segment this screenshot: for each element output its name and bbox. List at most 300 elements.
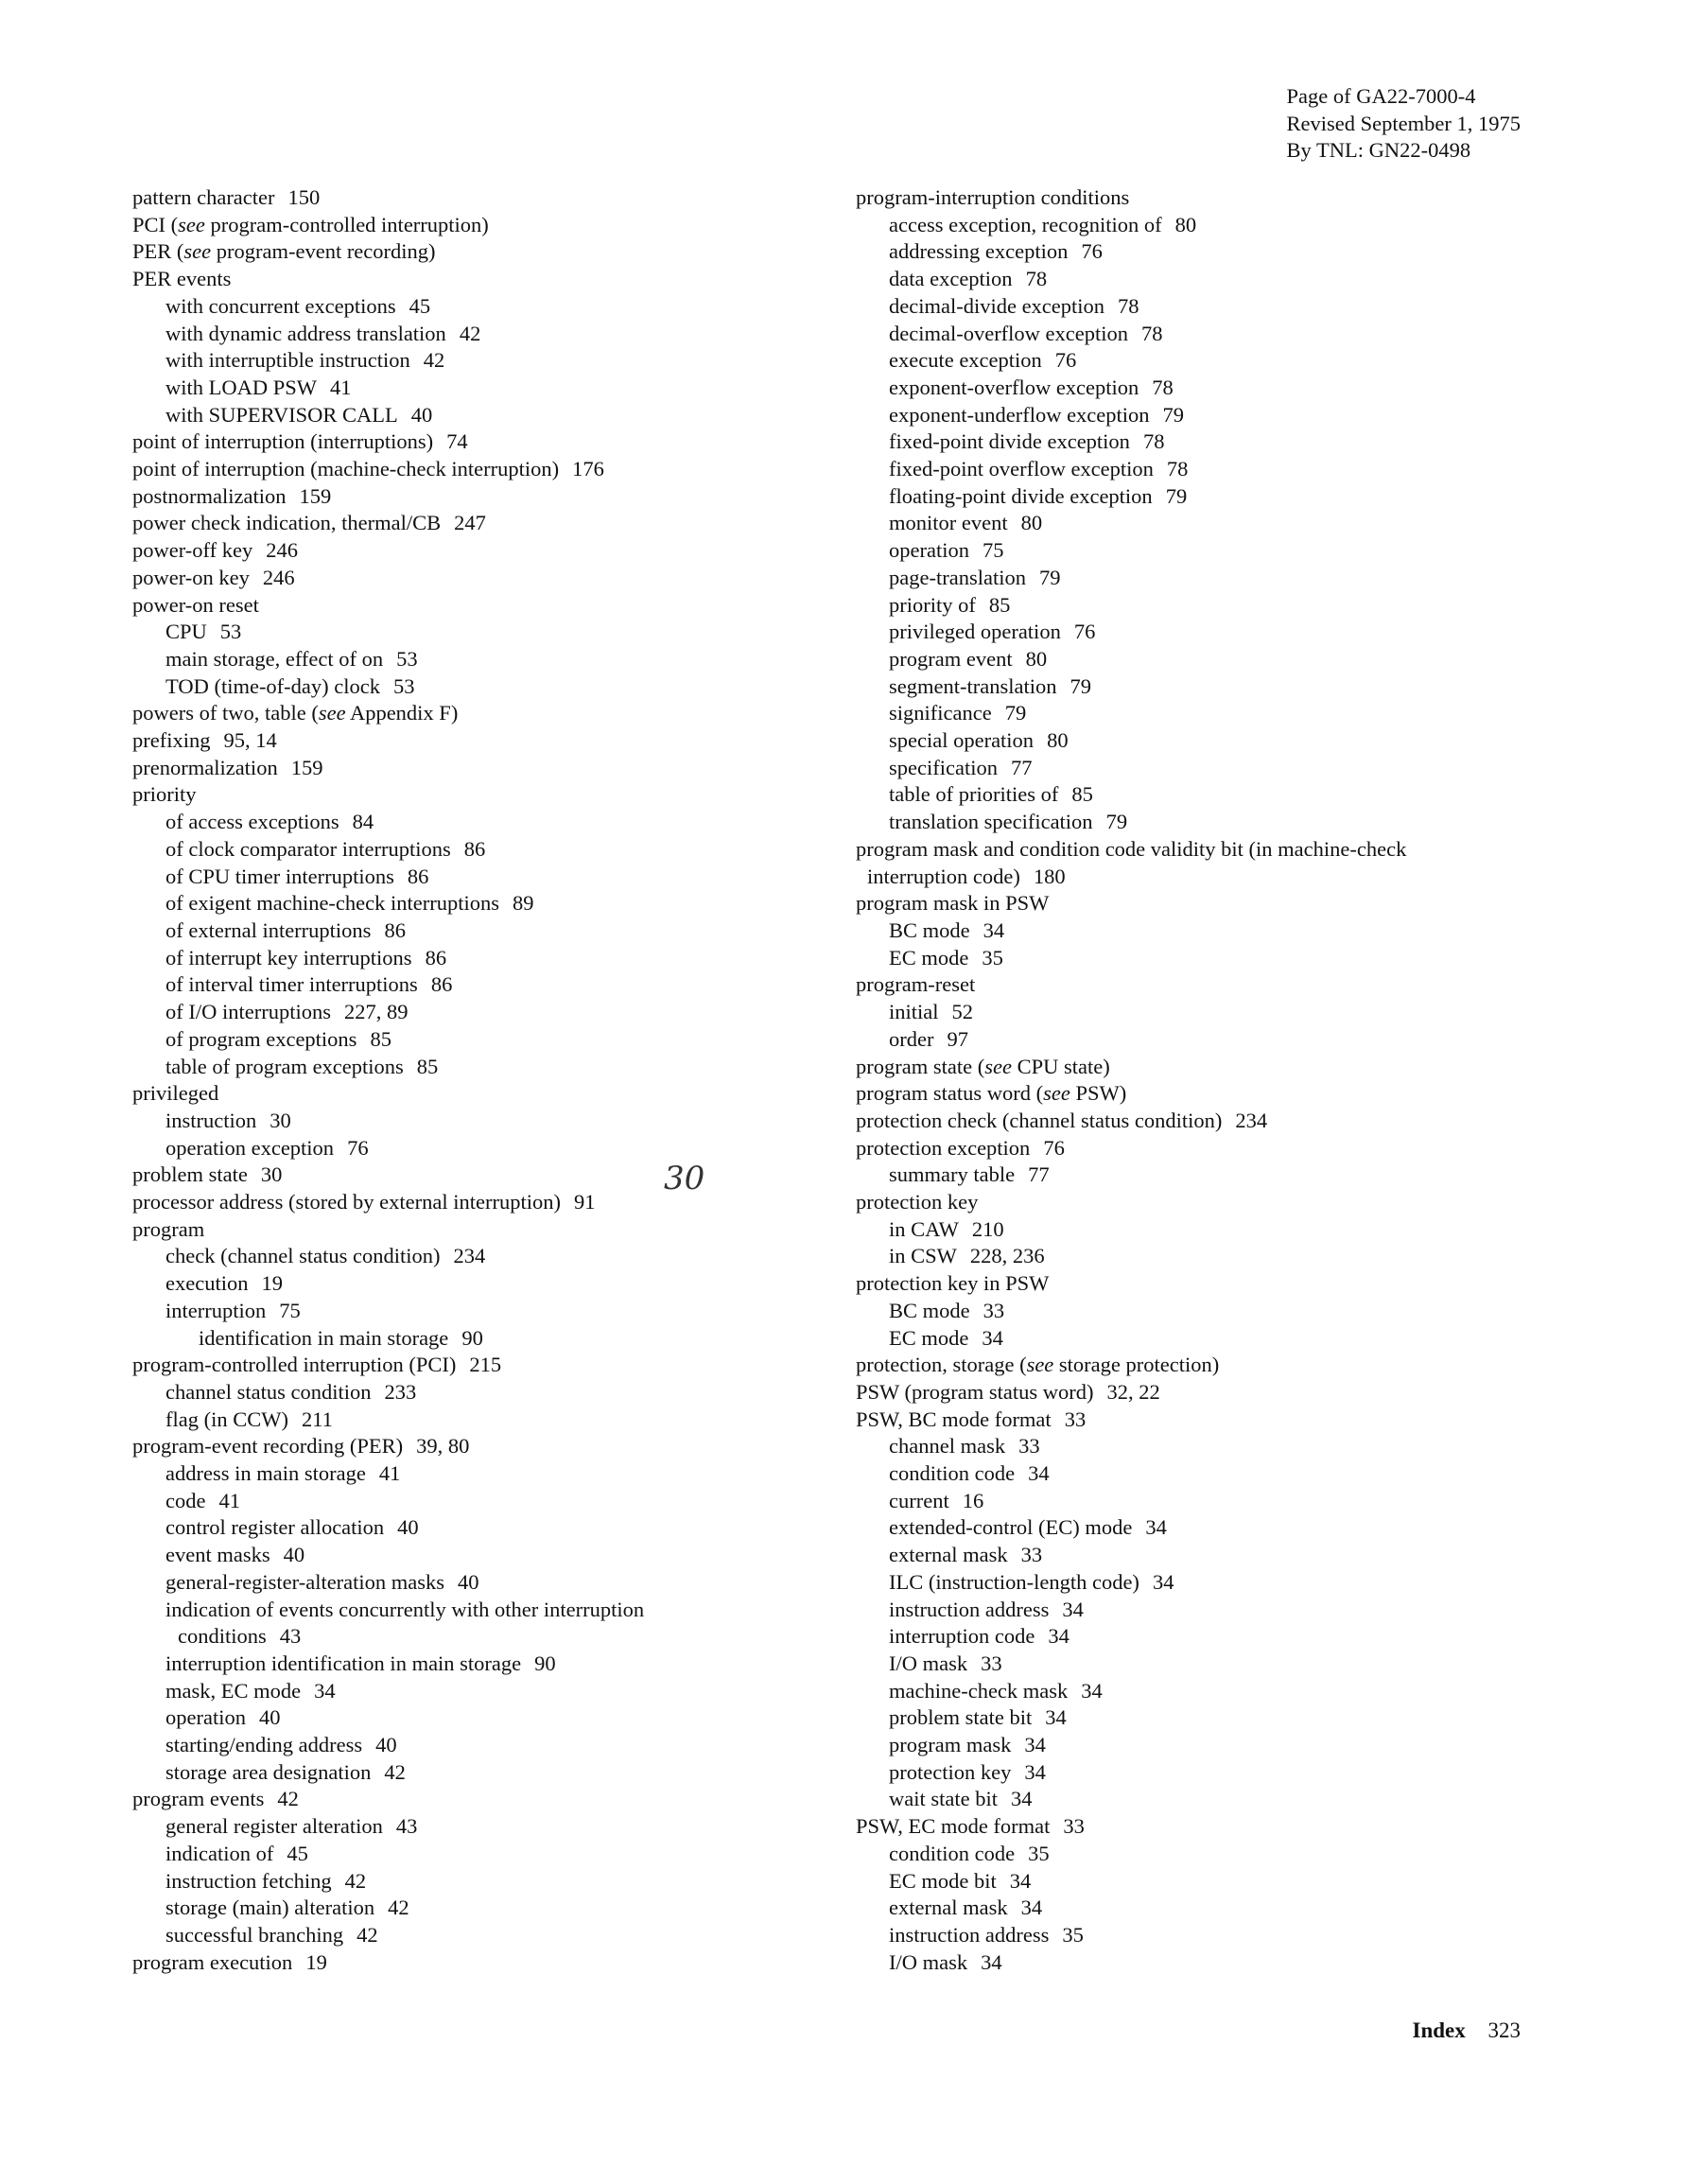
index-term: program-event recording (PER)	[132, 1434, 404, 1459]
index-entry	[856, 1080, 1537, 1108]
page-reference: 79	[1004, 701, 1027, 725]
index-term: control register allocation	[165, 1515, 385, 1540]
index-term: PER events	[132, 267, 232, 291]
index-entry	[132, 1922, 832, 1949]
index-term: interruption identification in main storage	[165, 1651, 522, 1675]
index-entry	[132, 1759, 832, 1787]
handwritten-annotation: 30	[664, 1160, 705, 1197]
index-entry	[132, 1162, 832, 1189]
page-reference: 90	[534, 1651, 556, 1675]
index-entry	[132, 1514, 832, 1542]
index-entry	[132, 375, 832, 402]
index-term: exponent-underflow exception	[889, 402, 1150, 427]
page-reference: 85	[988, 592, 1011, 617]
index-entry	[856, 890, 1537, 917]
page-reference: 34	[1028, 1461, 1050, 1486]
index-term: fixed-point divide exception	[889, 429, 1130, 454]
page-reference: 89	[513, 891, 534, 916]
index-term: powers of two, table (	[132, 701, 319, 725]
index-term: interruption code	[889, 1624, 1035, 1649]
index-entry	[856, 1514, 1537, 1542]
page-reference: 33	[1018, 1434, 1040, 1459]
page-reference: 90	[461, 1325, 483, 1350]
index-term: privileged operation	[889, 620, 1061, 644]
index-entry	[856, 1704, 1537, 1732]
index-term: BC mode	[889, 1298, 970, 1322]
page-reference: 16	[962, 1488, 984, 1512]
index-entry	[856, 1352, 1537, 1379]
page-reference: 42	[459, 321, 481, 345]
index-term: operation	[165, 1705, 246, 1730]
index-entry	[856, 428, 1537, 456]
index-term: segment-translation	[889, 673, 1057, 698]
index-entry	[856, 1054, 1537, 1081]
index-term: protection check (channel status condition)	[856, 1108, 1223, 1132]
index-entry	[856, 1488, 1537, 1515]
index-entry	[132, 1732, 832, 1759]
index-entry	[132, 1704, 832, 1732]
page-reference: 246	[262, 565, 295, 589]
index-entry	[856, 673, 1537, 701]
index-entry	[132, 565, 832, 592]
index-term: of exigent machine-check interruptions	[165, 891, 499, 916]
index-term: decimal-divide exception	[889, 293, 1105, 318]
index-term: mask, EC mode	[165, 1678, 302, 1703]
index-entry	[132, 1433, 832, 1460]
index-term: translation specification	[889, 810, 1093, 834]
index-term: problem state bit	[889, 1705, 1033, 1730]
index-term: protection key in PSW	[856, 1271, 1050, 1296]
index-entry	[132, 700, 832, 727]
page-reference: 78	[1141, 321, 1163, 345]
page-reference: 30	[270, 1108, 291, 1132]
index-entry	[132, 1270, 832, 1298]
index-term: specification	[889, 755, 998, 779]
index-term: check (channel status condition)	[165, 1244, 441, 1268]
index-entry	[132, 1813, 832, 1841]
index-entry	[132, 402, 832, 429]
page-reference: 210	[971, 1216, 1004, 1241]
index-term: of external interruptions	[165, 917, 372, 942]
index-entry	[132, 347, 832, 375]
index-entry	[856, 1597, 1537, 1624]
index-term: interruption code)	[867, 864, 1020, 888]
index-entry	[856, 1433, 1537, 1460]
index-term: external mask	[889, 1543, 1008, 1567]
index-term: table of program exceptions	[165, 1054, 404, 1078]
index-entry	[132, 1080, 832, 1108]
page-reference: 30	[260, 1162, 283, 1187]
index-entry	[856, 212, 1537, 239]
index-term: of program exceptions	[165, 1026, 357, 1051]
page-reference: 77	[1028, 1162, 1050, 1187]
page-reference: 78	[1118, 293, 1139, 318]
page-reference: 85	[416, 1054, 439, 1078]
see-reference: see	[1043, 1081, 1070, 1106]
index-term: in CSW	[889, 1244, 957, 1268]
index-term: I/O mask	[889, 1651, 968, 1675]
page-reference: 233	[384, 1379, 417, 1404]
index-term: event masks	[165, 1543, 270, 1567]
index-term: special operation	[889, 728, 1035, 753]
page-reference: 34	[1145, 1515, 1167, 1540]
index-entry	[856, 1135, 1537, 1162]
page-reference: 42	[357, 1923, 378, 1947]
page-reference: 19	[305, 1949, 327, 1974]
index-term: addressing exception	[889, 239, 1069, 264]
index-term: of I/O interruptions	[165, 1000, 331, 1024]
index-entry	[856, 293, 1537, 321]
index-term: PSW, BC mode format	[856, 1406, 1052, 1431]
index-entry	[856, 1678, 1537, 1705]
index-term: program-interruption conditions	[856, 185, 1130, 209]
index-term: priority of	[889, 592, 976, 617]
page-reference: 35	[1062, 1923, 1084, 1947]
index-term: indication of	[165, 1841, 274, 1865]
index-term: summary table	[889, 1162, 1016, 1187]
see-reference: see	[984, 1054, 1012, 1078]
index-term: with interruptible instruction	[165, 348, 410, 373]
index-term: data exception	[889, 267, 1013, 291]
index-entry	[132, 184, 832, 212]
index-term: general-register-alteration masks	[165, 1569, 445, 1594]
page-reference: 53	[219, 620, 242, 644]
page-reference: 34	[1081, 1678, 1103, 1703]
page-reference: 176	[572, 457, 604, 481]
index-term: code	[165, 1488, 206, 1512]
page-reference: 41	[330, 375, 352, 399]
index-entry	[132, 1216, 832, 1244]
index-entry	[856, 1895, 1537, 1922]
page-reference: 34	[1062, 1597, 1084, 1621]
index-entry	[856, 321, 1537, 348]
index-term: program mask	[889, 1733, 1012, 1757]
index-entry	[132, 1325, 832, 1353]
index-entry	[856, 483, 1537, 511]
index-term: external mask	[889, 1896, 1008, 1920]
page-reference: 80	[1047, 728, 1069, 753]
index-entry	[132, 1352, 832, 1379]
index-term: problem state	[132, 1162, 248, 1187]
index-term: ILC (instruction-length code)	[889, 1569, 1139, 1594]
index-entry	[132, 293, 832, 321]
index-term: exponent-overflow exception	[889, 375, 1139, 399]
index-term: of CPU timer interruptions	[165, 864, 394, 888]
index-term: power check indication, thermal/CB	[132, 511, 442, 535]
see-reference: see	[318, 701, 346, 725]
index-term: power-on key	[132, 565, 250, 589]
index-entry	[132, 1379, 832, 1406]
page-reference: 33	[1020, 1543, 1043, 1567]
footer-section-title: Index	[1412, 2018, 1466, 2042]
index-entry	[856, 1325, 1537, 1353]
index-term: successful branching	[165, 1923, 344, 1947]
index-entry	[132, 1786, 832, 1813]
page-reference: 79	[1038, 565, 1061, 589]
page-reference: 234	[1235, 1108, 1268, 1132]
index-entry	[132, 1135, 832, 1162]
page-reference: 32, 22	[1106, 1379, 1160, 1404]
index-entry	[856, 1569, 1537, 1597]
index-entry	[132, 1026, 832, 1054]
page-reference: 34	[981, 1949, 1002, 1974]
index-column-left	[132, 184, 832, 1976]
page-reference: 227, 89	[343, 1000, 409, 1024]
index-term: PER (	[132, 239, 184, 264]
index-term: point of interruption (machine-check interruption)	[132, 457, 560, 481]
page-reference: 45	[409, 293, 431, 318]
index-term: access exception, recognition of	[889, 212, 1162, 236]
index-term: with SUPERVISOR CALL	[165, 402, 398, 427]
index-term: channel mask	[889, 1434, 1006, 1459]
page-reference: 33	[1063, 1814, 1085, 1839]
index-term: instruction address	[889, 1923, 1050, 1947]
index-term: EC mode bit	[889, 1868, 997, 1893]
index-entry	[856, 1243, 1537, 1270]
index-entry	[132, 1623, 832, 1651]
index-term: fixed-point overflow exception	[889, 457, 1154, 481]
index-entry	[856, 347, 1537, 375]
page-reference: 86	[425, 945, 447, 970]
page-reference: 228, 236	[969, 1244, 1045, 1268]
page-reference: 34	[982, 1325, 1003, 1350]
index-entry	[856, 1786, 1537, 1813]
page-reference: 42	[277, 1787, 299, 1811]
index-entry	[856, 836, 1537, 864]
index-term: of access exceptions	[165, 810, 339, 834]
page-reference: 80	[1025, 646, 1048, 671]
page-header	[1287, 83, 1521, 165]
index-term: protection key	[889, 1759, 1012, 1784]
index-entry	[132, 890, 832, 917]
see-reference: see	[1026, 1353, 1054, 1377]
index-entry	[132, 1054, 832, 1081]
index-term: TOD (time-of-day) clock	[165, 673, 380, 698]
index-entry	[856, 1379, 1537, 1406]
page-reference: 52	[951, 1000, 973, 1024]
index-term: protection key	[856, 1190, 979, 1214]
index-term: instruction	[165, 1108, 257, 1132]
page-reference: 85	[1071, 782, 1093, 807]
index-entry	[856, 1406, 1537, 1434]
page-reference: 85	[370, 1026, 391, 1051]
index-term: program events	[132, 1787, 265, 1811]
page-reference: 80	[1020, 511, 1043, 535]
index-entry	[132, 1841, 832, 1868]
index-entry	[856, 266, 1537, 293]
index-entry	[856, 727, 1537, 755]
page-reference: 41	[378, 1461, 401, 1486]
index-entry	[132, 238, 832, 266]
index-term: execution	[165, 1271, 249, 1296]
index-term: processor address (stored by external interruption)	[132, 1190, 561, 1214]
index-term: operation exception	[165, 1135, 335, 1160]
page-reference: 215	[469, 1353, 502, 1377]
see-target: PSW)	[1070, 1081, 1127, 1106]
index-entry	[132, 809, 832, 836]
index-term: EC mode	[889, 1325, 969, 1350]
index-entry	[856, 565, 1537, 592]
index-entry	[132, 619, 832, 646]
index-entry	[856, 402, 1537, 429]
page-reference: 75	[982, 538, 1004, 563]
index-term: PSW, EC mode format	[856, 1814, 1051, 1839]
page-reference: 78	[1152, 375, 1174, 399]
index-term: program mask and condition code validity bit (in machine-check	[856, 836, 1407, 861]
index-entry	[132, 1488, 832, 1515]
page-reference: 34	[983, 917, 1005, 942]
index-term: wait state bit	[889, 1787, 998, 1811]
index-term: program mask in PSW	[856, 891, 1050, 916]
index-entry	[856, 1732, 1537, 1759]
index-term: protection, storage (	[856, 1353, 1027, 1377]
page-reference: 159	[299, 483, 332, 508]
page-reference: 78	[1142, 429, 1165, 454]
index-entry	[132, 1108, 832, 1135]
index-term: prenormalization	[132, 755, 278, 779]
index-entry	[132, 1243, 832, 1270]
index-entry	[856, 592, 1537, 620]
index-term: point of interruption (interruptions)	[132, 429, 434, 454]
index-entry	[856, 510, 1537, 537]
page-reference: 78	[1025, 267, 1048, 291]
index-term: monitor event	[889, 511, 1008, 535]
page-reference: 76	[1054, 348, 1077, 373]
page-reference: 79	[1070, 673, 1091, 698]
page-reference: 74	[446, 429, 468, 454]
index-term: priority	[132, 782, 197, 807]
index-entry	[132, 212, 832, 239]
index-term: with concurrent exceptions	[165, 293, 396, 318]
page-reference: 150	[287, 185, 321, 209]
page-reference: 40	[375, 1733, 397, 1757]
page-reference: 33	[1064, 1406, 1087, 1431]
index-entry	[856, 1949, 1537, 1977]
index-term: order	[889, 1026, 934, 1051]
index-entry	[132, 1189, 832, 1216]
index-entry	[856, 1759, 1537, 1787]
page-reference: 53	[393, 673, 415, 698]
page-reference: 77	[1010, 755, 1033, 779]
index-term: address in main storage	[165, 1461, 366, 1486]
index-entry	[856, 619, 1537, 646]
page-reference: 78	[1166, 457, 1189, 481]
index-entry	[132, 266, 832, 293]
index-entry	[856, 917, 1537, 945]
index-entry	[132, 1868, 832, 1896]
page-reference: 34	[1152, 1569, 1174, 1594]
index-term: conditions	[178, 1624, 267, 1649]
page-reference: 42	[388, 1896, 409, 1920]
index-term: decimal-overflow exception	[889, 321, 1129, 345]
page-reference: 34	[1020, 1896, 1043, 1920]
index-entry	[856, 864, 1537, 891]
page-reference: 159	[290, 755, 323, 779]
index-term: main storage, effect of on	[165, 646, 384, 671]
index-entry	[856, 1651, 1537, 1678]
index-entry	[856, 945, 1537, 972]
page-reference: 34	[1024, 1759, 1046, 1784]
page-reference: 76	[1043, 1135, 1065, 1160]
index-entry	[132, 1298, 832, 1325]
index-term: current	[889, 1488, 949, 1512]
index-entry	[856, 1298, 1537, 1325]
index-term: identification in main storage	[199, 1325, 449, 1350]
index-entry	[132, 456, 832, 483]
index-term: page-translation	[889, 565, 1026, 589]
page-footer	[1413, 2018, 1522, 2043]
index-entry	[856, 1542, 1537, 1569]
page-reference: 247	[454, 511, 486, 535]
index-term: PSW (program status word)	[856, 1379, 1094, 1404]
index-entry	[132, 321, 832, 348]
page-reference: 80	[1174, 212, 1197, 236]
index-column-right	[856, 184, 1537, 1976]
page-reference: 76	[347, 1135, 369, 1160]
index-term: with LOAD PSW	[165, 375, 318, 399]
index-entry	[856, 999, 1537, 1026]
index-entry	[132, 1678, 832, 1705]
index-entry	[132, 1597, 832, 1624]
index-entry	[856, 1922, 1537, 1949]
see-reference: see	[183, 239, 212, 264]
index-term: program-reset	[856, 972, 976, 997]
index-entry	[132, 1895, 832, 1922]
index-entry	[856, 1189, 1537, 1216]
see-target: program-event recording)	[211, 239, 436, 264]
page-reference: 95, 14	[223, 728, 277, 753]
index-term: with dynamic address translation	[165, 321, 446, 345]
index-term: starting/ending address	[165, 1733, 363, 1757]
index-term: extended-control (EC) mode	[889, 1515, 1133, 1540]
index-term: execute exception	[889, 348, 1042, 373]
index-entry	[132, 428, 832, 456]
page-reference: 79	[1105, 810, 1128, 834]
index-entry	[132, 727, 832, 755]
index-entry	[856, 375, 1537, 402]
index-term: in CAW	[889, 1216, 959, 1241]
index-entry	[132, 971, 832, 999]
page-reference: 211	[301, 1406, 333, 1431]
index-term: protection exception	[856, 1135, 1031, 1160]
index-term: storage area designation	[165, 1759, 372, 1784]
index-term: program	[132, 1216, 205, 1241]
page-reference: 39, 80	[416, 1434, 470, 1459]
see-target: Appendix F)	[345, 701, 459, 725]
index-term: initial	[889, 1000, 939, 1024]
index-term: general register alteration	[165, 1814, 383, 1839]
index-term: of interval timer interruptions	[165, 972, 418, 997]
page-reference: 40	[458, 1569, 479, 1594]
page-reference: 34	[1045, 1705, 1067, 1730]
index-term: program status word (	[856, 1081, 1044, 1106]
page-reference: 84	[352, 810, 374, 834]
page-reference: 86	[463, 836, 486, 861]
page-reference: 19	[261, 1271, 283, 1296]
page-reference: 76	[1073, 620, 1096, 644]
page-reference: 53	[396, 646, 418, 671]
index-entry	[856, 238, 1537, 266]
page-reference: 33	[983, 1298, 1005, 1322]
footer-page-number: 323	[1487, 2018, 1521, 2042]
index-entry	[856, 1623, 1537, 1651]
index-term: I/O mask	[889, 1949, 968, 1974]
index-term: significance	[889, 701, 992, 725]
page-reference: 34	[1010, 1787, 1033, 1811]
index-entry	[132, 1406, 832, 1434]
index-entry	[132, 1949, 832, 1977]
index-entry	[856, 1813, 1537, 1841]
